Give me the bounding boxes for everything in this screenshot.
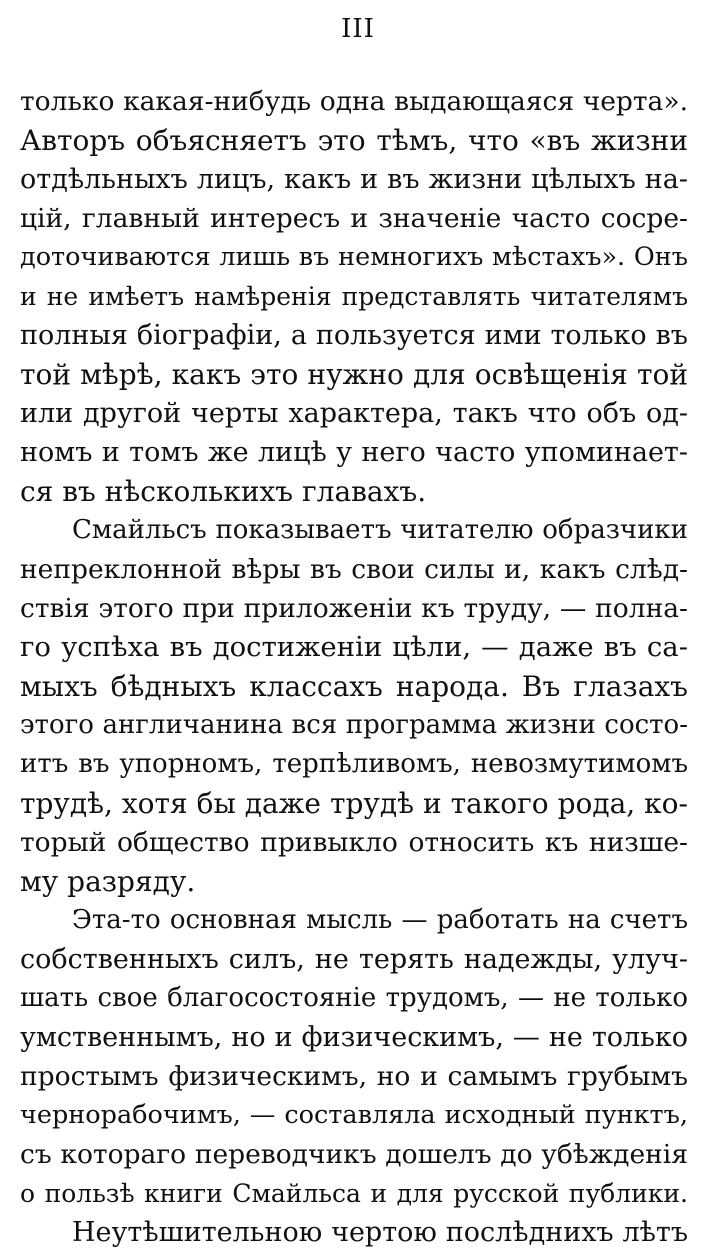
text-line: доточиваются лишь въ немногихъ мѣстахъ». Онъ [20, 242, 688, 272]
text-line: трудѣ, хотя бы даже трудѣ и такого рода, ко- [20, 787, 688, 820]
text-body [20, 82, 688, 1252]
text-line: торый общество привыкло относить къ низше- [20, 827, 688, 858]
text-line: го успѣха въ достиженіи цѣли, — даже въ са- [20, 631, 688, 663]
text-line: цій, главный интересъ и значеніе часто сосре- [20, 203, 688, 234]
text-line: Смайльсъ показываетъ читателю образчики [72, 515, 688, 545]
text-line: мыхъ бѣдныхъ классахъ народа. Въ глазахъ [20, 670, 688, 703]
text-line: итъ въ упорномъ, терпѣливомъ, невозмутимомъ [20, 749, 688, 779]
text-line: непреклонной вѣры въ свои силы и, какъ слѣд- [20, 554, 688, 585]
text-line: или другой черты характера, такъ что объ од- [20, 398, 688, 429]
text-line: ся въ нѣсколькихъ главахъ. [20, 475, 427, 508]
text-line: ствія этого при приложеніи къ труду, — полна- [20, 593, 688, 624]
text-line: простымъ физическимъ, но и самымъ грубымъ [20, 1061, 688, 1092]
text-line: номъ и томъ же лицѣ у него часто упоминает- [20, 437, 688, 468]
text-line: му разряду. [20, 865, 196, 898]
text-line: о пользѣ книги Смайльса и для русской публики. [20, 1179, 688, 1208]
page-number: III [341, 14, 375, 44]
text-line: Эта-то основная мысль — работать на счетъ [72, 905, 688, 935]
text-line: умственнымъ, но и физическимъ, — не только [20, 1022, 688, 1053]
text-line: чернорабочимъ, — составляла исходный пунктъ, [20, 1100, 688, 1130]
text-line: отдѣльныхъ лицъ, какъ и въ жизни цѣлыхъ на- [20, 164, 688, 195]
text-line: этого англичанина вся программа жизни состо- [20, 710, 688, 740]
text-line: той мѣрѣ, какъ это нужно для освѣщенія той [20, 358, 688, 391]
text-line: полныя біографіи, а пользуется ими только въ [20, 320, 688, 351]
text-line: шать свое благосостояніе трудомъ, — не только [20, 983, 688, 1013]
text-line: и не имѣетъ намѣренія представлять читателямъ [20, 282, 688, 311]
text-line: собственныхъ силъ, не терять надежды, улуч- [20, 944, 688, 975]
text-line: съ котораго переводчикъ дошелъ до убѣжденія [20, 1139, 688, 1170]
text-line: Неутѣшительною чертою послѣднихъ лѣтъ [72, 1217, 688, 1248]
text-line: только какая-нибудь одна выдающаяся черта». [20, 86, 688, 117]
text-line: Авторъ объясняетъ это тѣмъ, что «въ жизни [20, 124, 688, 157]
